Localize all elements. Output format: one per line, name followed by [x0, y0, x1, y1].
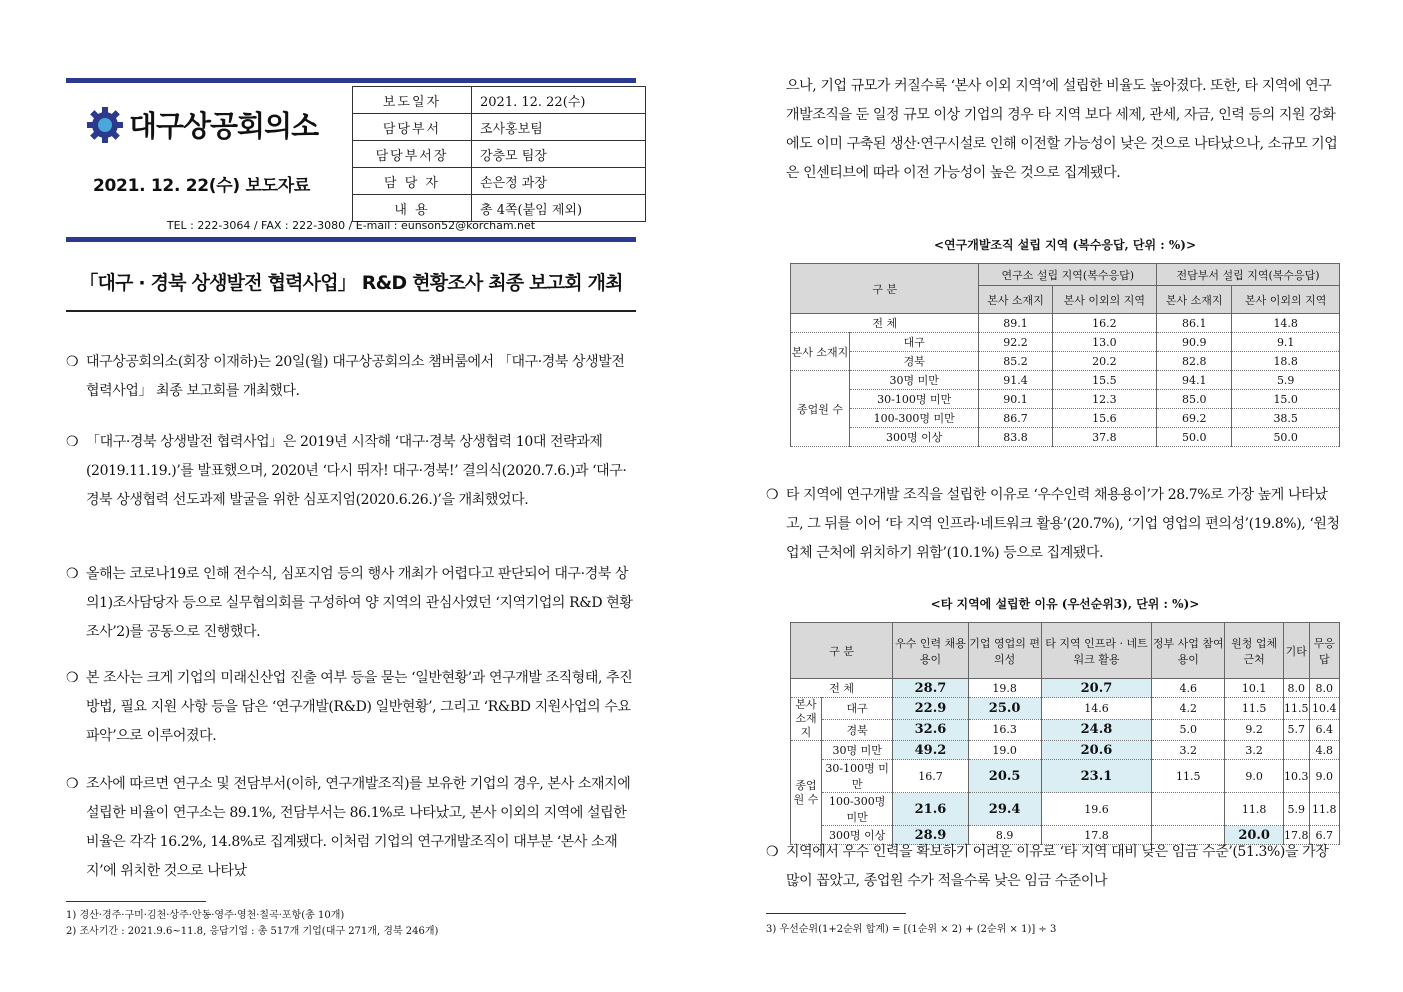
row-label: 경북 — [822, 719, 893, 741]
table-cell: 15.5 — [1052, 371, 1157, 390]
table-cell: 90.9 — [1157, 333, 1232, 352]
paragraph — [66, 560, 636, 647]
table-cell: 10.3 — [1284, 760, 1310, 793]
table-row — [791, 719, 1340, 741]
table-cell: 15.0 — [1232, 390, 1340, 409]
table-cell: 9.1 — [1232, 333, 1340, 352]
table-cell: 13.0 — [1052, 333, 1157, 352]
paragraph-text: 지역에서 우수 인력을 확보하기 어려운 이유로 ‘타 지역 대비 낮은 임금 수준’(51.3%)을 가장 많이 꼽았고, 종업원 수가 적을수록 낮은 임금 수준이나 — [786, 844, 1329, 889]
paragraph — [66, 770, 636, 886]
footnote-rule — [66, 901, 206, 902]
footnote: 2) 조사기간 : 2021.9.6~11.8, 응답기업 : 총 517개 기업(대구 271개, 경북 246개) — [66, 926, 439, 937]
info-value: 2021. 12. 22(수) — [472, 87, 646, 114]
gear-logo-icon — [85, 105, 125, 145]
row-label: 30-100명 미만 — [850, 390, 979, 409]
info-value: 손은정 과장 — [472, 168, 646, 195]
table-header: 무응답 — [1309, 623, 1339, 679]
table-cell: 16.2 — [1052, 314, 1157, 333]
table-cell: 12.3 — [1052, 390, 1157, 409]
paragraph-text: 올해는 코로나19로 인해 전수식, 심포지엄 등의 행사 개최가 어렵다고 판단되어 대구·경북 상의1)조사담당자 등으로 실무협의회를 구성하여 양 지역의 관심사였던 ‘지역기업의 R&D 현황조사’2)를 공동으로 진행했다. — [86, 566, 633, 640]
table-cell: 20.7 — [1041, 679, 1152, 698]
table-cell: 8.0 — [1309, 679, 1339, 698]
table-cell: 16.7 — [893, 760, 968, 793]
paragraph-text: 타 지역에 연구개발 조직을 설립한 이유로 ‘우수인력 채용용이’가 28.7%로 가장 높게 나타났고, 그 뒤를 이어 ‘타 지역 인프라·네트워크 활용’(20.7%), ‘기업 영업의 편의성’(19.8%), ‘원청업체 근처에 위치하기 위함’(10.1%) 등으로 집계됐다. — [786, 487, 1340, 561]
table-cell: 92.2 — [979, 333, 1052, 352]
table2 — [790, 622, 1340, 845]
table-cell: 11.5 — [1225, 698, 1284, 720]
info-row — [353, 87, 646, 114]
bullet-icon: ❍ — [766, 844, 779, 860]
table-cell: 11.8 — [1309, 793, 1339, 826]
table-cell: 89.1 — [979, 314, 1052, 333]
table-cell: 19.6 — [1041, 793, 1152, 826]
paragraph — [66, 348, 636, 406]
table-cell: 11.5 — [1284, 698, 1310, 720]
table-cell: 9.0 — [1309, 760, 1339, 793]
table-cell: 17.8 — [1284, 826, 1310, 845]
bullet-icon: ❍ — [66, 566, 79, 582]
table1-title: <연구개발조직 설립 지역 (복수응답, 단위 : %)> — [933, 238, 1196, 252]
bullet-icon: ❍ — [66, 434, 79, 450]
table2-title: <타 지역에 설립한 이유 (우선순위3), 단위 : %)> — [930, 597, 1200, 611]
row-group: 종업원 수 — [791, 371, 850, 447]
table-cell: 23.1 — [1041, 760, 1152, 793]
table-cell: 20.6 — [1041, 741, 1152, 760]
row-label: 경북 — [850, 352, 979, 371]
table-row — [791, 390, 1340, 409]
table-cell: 29.4 — [968, 793, 1041, 826]
info-value: 조사홍보팀 — [472, 114, 646, 141]
table-cell: 11.5 — [1152, 760, 1225, 793]
table-cell: 85.2 — [979, 352, 1052, 371]
info-row — [353, 195, 646, 222]
table-cell: 38.5 — [1232, 409, 1340, 428]
table-cell: 20.0 — [1225, 826, 1284, 845]
table-cell: 3.2 — [1152, 741, 1225, 760]
info-row — [353, 114, 646, 141]
paragraph-text: 「대구·경북 상생발전 협력사업」은 2019년 시작해 ‘대구·경북 상생협력 10대 전략과제(2019.11.19.)’를 발표했으며, 2020년 ‘다시 뛰자! 대구·경북!’ 결의식(2020.7.6.)과 ‘대구·경북 상생협력 선도과제 발굴을 위한 심포지엄(2020.6.26.)’을 개최했었다. — [86, 434, 627, 508]
table-row — [791, 409, 1340, 428]
table-header: 전담부서 설립 지역(복수응답) — [1157, 264, 1340, 286]
table-cell: 16.3 — [968, 719, 1041, 741]
paragraph-text: 대구상공회의소(회장 이재하)는 20일(월) 대구상공회의소 챔버룸에서 「대구·경북 상생발전 협력사업」 최종 보고회를 개최했다. — [86, 354, 625, 399]
table-cell: 6.7 — [1309, 826, 1339, 845]
table-row — [791, 428, 1340, 447]
table-cell: 28.9 — [893, 826, 968, 845]
bullet-icon: ❍ — [66, 354, 79, 370]
bullet-icon: ❍ — [66, 670, 79, 686]
table-cell: 3.2 — [1225, 741, 1284, 760]
table-cell: 8.9 — [968, 826, 1041, 845]
table-cell: 21.6 — [893, 793, 968, 826]
table-cell: 5.7 — [1284, 719, 1310, 741]
table-cell: 18.8 — [1232, 352, 1340, 371]
table-header: 원청 업체 근처 — [1225, 623, 1284, 679]
table-cell: 9.0 — [1225, 760, 1284, 793]
info-key: 보도일자 — [353, 87, 472, 114]
table-cell — [1152, 793, 1225, 826]
table-header: 구 분 — [791, 264, 979, 314]
info-key: 내 용 — [353, 195, 472, 222]
table-row — [791, 371, 1340, 390]
row-label: 대구 — [822, 698, 893, 720]
table-cell: 94.1 — [1157, 371, 1232, 390]
table-cell: 28.7 — [893, 679, 968, 698]
table-header: 기타 — [1284, 623, 1310, 679]
table-cell: 4.6 — [1152, 679, 1225, 698]
table-row — [791, 352, 1340, 371]
table-cell: 15.6 — [1052, 409, 1157, 428]
row-label: 100-300명 미만 — [850, 409, 979, 428]
row-label: 100-300명 미만 — [822, 793, 893, 826]
table-cell — [1284, 741, 1310, 760]
table-row — [791, 741, 1340, 760]
row-label: 30-100명 미만 — [822, 760, 893, 793]
row-label: 300명 이상 — [850, 428, 979, 447]
table-cell: 25.0 — [968, 698, 1041, 720]
table-cell: 20.2 — [1052, 352, 1157, 371]
table-row — [791, 793, 1340, 826]
table-cell: 14.6 — [1041, 698, 1152, 720]
footnote: 1) 경산·경주·구미·김천·상주·안동·영주·영천·칠곡·포항(총 10개) — [66, 910, 345, 921]
info-value: 총 4쪽(붙임 제외) — [472, 195, 646, 222]
paragraph-text: 본 조사는 크게 기업의 미래신산업 진출 여부 등을 묻는 ‘일반현황’과 연구개발 조직형태, 추진방법, 필요 지원 사항 등을 담은 ‘연구개발(R&D) 일반현황’, 그리고 ‘R&BD 지원사업의 수요파악’으로 이루어졌다. — [86, 670, 633, 744]
table-cell: 5.9 — [1284, 793, 1310, 826]
table-cell: 19.8 — [968, 679, 1041, 698]
row-label: 300명 이상 — [822, 826, 893, 845]
table-cell: 14.8 — [1232, 314, 1340, 333]
info-row — [353, 141, 646, 168]
table-cell: 5.9 — [1232, 371, 1340, 390]
table-cell: 85.0 — [1157, 390, 1232, 409]
bullet-icon: ❍ — [66, 776, 79, 792]
table-row — [791, 760, 1340, 793]
table-cell: 17.8 — [1041, 826, 1152, 845]
org-logo — [85, 104, 318, 145]
table1 — [790, 263, 1340, 447]
row-group: 본사 소재지 — [791, 698, 822, 741]
table-cell: 22.9 — [893, 698, 968, 720]
table-header: 우수 인력 채용 용이 — [893, 623, 968, 679]
header-bottom-rule — [66, 237, 636, 242]
footnote: 3) 우선순위(1+2순위 합계) = [(1순위 × 2) + (2순위 × 1)] ÷ 3 — [766, 924, 1057, 935]
contact-line: TEL : 222-3064 / FAX : 222-3080 / E-mail : eunson52@korcham.net — [166, 219, 536, 232]
table-header: 연구소 설립 지역(복수응답) — [979, 264, 1157, 286]
press-info-table — [352, 86, 646, 222]
table-cell: 86.7 — [979, 409, 1052, 428]
info-value: 강충모 팀장 — [472, 141, 646, 168]
table-cell: 82.8 — [1157, 352, 1232, 371]
table-header: 정부 사업 참여 용이 — [1152, 623, 1225, 679]
paragraph-text: 조사에 따르면 연구소 및 전담부서(이하, 연구개발조직)를 보유한 기업의 경우, 본사 소재지에 설립한 비율이 연구소는 89.1%, 전담부서는 86.1%로 나타났고, 본사 이외의 지역에 설립한 비율은 각각 16.2%, 14.8%로 집계됐다. 이처럼 기업의 연구개발조직이 대부분 ‘본사 소재지’에 위치한 것으로 나타났 — [86, 776, 631, 879]
headline: 「대구 · 경북 상생발전 협력사업」 R&D 현황조사 최종 보고회 개최 — [79, 272, 623, 294]
info-key: 담당부서 — [353, 114, 472, 141]
table-cell: 20.5 — [968, 760, 1041, 793]
info-key: 담당부서장 — [353, 141, 472, 168]
table-cell: 37.8 — [1052, 428, 1157, 447]
paragraph-text: 으나, 기업 규모가 커질수록 ‘본사 이외 지역’에 설립한 비율도 높아졌다. 또한, 타 지역에 연구개발조직을 둔 일정 규모 이상 기업의 경우 타 지역 보다 세제, 관세, 자금, 인력 등의 지원 강화에도 이미 구축된 생산·연구시설로 인해 이전할 가능성이 낮은 것으로 나타났으나, 소규모 기업은 인센티브에 따라 이전 가능성이 높은 것으로 집계됐다. — [786, 78, 1338, 181]
header-top-rule — [66, 78, 636, 83]
headline-rule — [66, 310, 636, 312]
row-label: 전 체 — [791, 314, 979, 333]
table-header: 타 지역 인프라 · 네트워크 활용 — [1041, 623, 1152, 679]
table-cell: 50.0 — [1157, 428, 1232, 447]
row-label: 전 체 — [791, 679, 893, 698]
table-cell: 10.1 — [1225, 679, 1284, 698]
row-group: 종업원 수 — [791, 741, 822, 845]
release-date-label: 2021. 12. 22(수) 보도자료 — [93, 176, 310, 196]
table-cell: 24.8 — [1041, 719, 1152, 741]
row-group: 본사 소재지 — [791, 333, 850, 371]
paragraph — [66, 664, 636, 751]
table-cell: 8.0 — [1284, 679, 1310, 698]
table-cell: 91.4 — [979, 371, 1052, 390]
org-name: 대구상공회의소 — [129, 109, 319, 143]
table-cell: 19.0 — [968, 741, 1041, 760]
table-cell: 11.8 — [1225, 793, 1284, 826]
table-cell: 50.0 — [1232, 428, 1340, 447]
paragraph — [766, 481, 1344, 568]
table-cell: 86.1 — [1157, 314, 1232, 333]
paragraph — [66, 428, 636, 515]
row-label: 대구 — [850, 333, 979, 352]
table-cell: 4.2 — [1152, 698, 1225, 720]
table-row — [791, 314, 1340, 333]
table-row — [791, 679, 1340, 698]
table-cell: 6.4 — [1309, 719, 1339, 741]
table-row — [791, 698, 1340, 720]
table-cell: 83.8 — [979, 428, 1052, 447]
table-cell: 9.2 — [1225, 719, 1284, 741]
table-cell: 90.1 — [979, 390, 1052, 409]
table-header: 구 분 — [791, 623, 893, 679]
row-label: 30명 미만 — [850, 371, 979, 390]
table-header: 본사 이외의 지역 — [1232, 286, 1340, 314]
table-cell: 4.8 — [1309, 741, 1339, 760]
table-header: 기업 영업의 편의성 — [968, 623, 1041, 679]
paragraph — [766, 838, 1344, 896]
table-header: 본사 소재지 — [1157, 286, 1232, 314]
table-cell: 69.2 — [1157, 409, 1232, 428]
row-label: 30명 미만 — [822, 741, 893, 760]
table-cell: 5.0 — [1152, 719, 1225, 741]
table-header: 본사 이외의 지역 — [1052, 286, 1157, 314]
table-row — [791, 333, 1340, 352]
footnote-rule — [766, 913, 906, 914]
bullet-icon: ❍ — [766, 487, 779, 503]
table-cell: 10.4 — [1309, 698, 1339, 720]
table-header: 본사 소재지 — [979, 286, 1052, 314]
info-row — [353, 168, 646, 195]
table-cell: 32.6 — [893, 719, 968, 741]
table-cell: 49.2 — [893, 741, 968, 760]
info-key: 담 당 자 — [353, 168, 472, 195]
paragraph-continued — [766, 72, 1344, 188]
